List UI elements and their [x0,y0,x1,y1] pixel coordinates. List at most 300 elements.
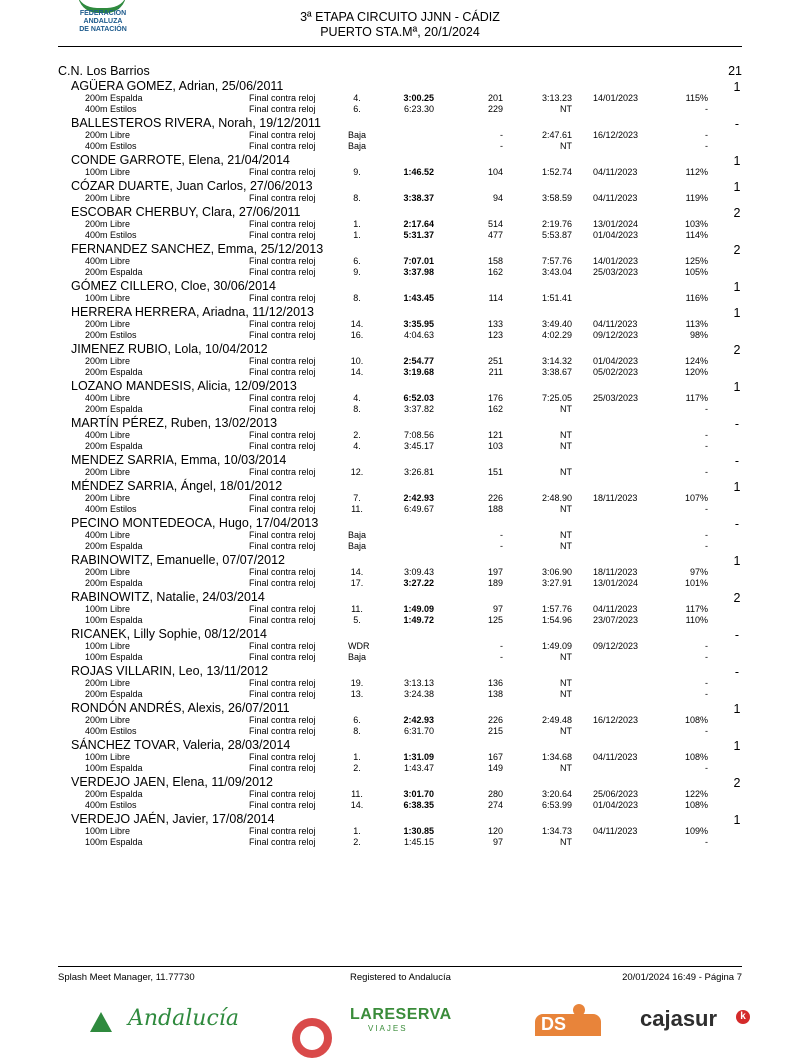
result-place: 6. [353,715,361,725]
result-row [0,837,800,848]
athlete-name: JIMENEZ RUBIO, Lola, 10/04/2012 [71,342,268,356]
result-points: 251 [487,356,503,366]
result-points: 201 [487,93,503,103]
meet-location-date: PUERTO STA.Mª, 20/1/2024 [320,25,480,39]
result-round: Final contra reloj [249,504,316,514]
result-percentage: 124% [684,356,708,366]
result-place: 1. [353,219,361,229]
result-points: 149 [487,763,503,773]
result-event: 200m Libre [85,130,131,140]
result-percentage: 120% [684,367,708,377]
athlete-result-count: - [734,417,740,431]
result-percentage: - [705,104,708,114]
result-place: 11. [351,504,363,514]
result-event: 200m Espalda [85,367,143,377]
result-points: 176 [487,393,503,403]
result-row [0,578,800,589]
result-time: 1:49.72 [403,615,434,625]
result-event: 200m Libre [85,567,131,577]
result-time: 3:37.82 [403,404,434,414]
result-entry-time: NT [560,441,572,451]
footer-software: Splash Meet Manager, 11.77730 [58,972,195,983]
result-points: - [500,652,503,662]
result-percentage: 122% [684,789,708,799]
result-place: 14. [350,319,364,329]
result-time: 6:23.30 [403,104,434,114]
athlete-result-count: 1 [733,702,741,716]
result-row [0,219,800,230]
athlete-result-count: - [734,628,740,642]
result-points: 197 [487,567,503,577]
result-entry-time: 1:57.76 [541,604,572,614]
result-entry-date: 04/11/2023 [593,604,638,614]
result-round: Final contra reloj [249,141,316,151]
result-round: Final contra reloj [249,293,316,303]
result-percentage: - [705,641,708,651]
result-round: Final contra reloj [249,219,316,229]
result-entry-time: 3:38.67 [541,367,572,377]
result-place: 2. [353,763,361,773]
header-divider [58,46,742,47]
result-event: 200m Libre [85,678,131,688]
result-entry-time: 3:43.04 [541,267,572,277]
result-entry-date: 18/11/2023 [593,567,638,577]
athlete-row [0,700,800,715]
result-entry-date: 13/01/2024 [593,219,639,229]
result-time: 3:13.13 [403,678,434,688]
result-entry-time: NT [560,104,572,114]
athlete-row [0,774,800,789]
result-time: 6:49.67 [403,504,434,514]
result-entry-time: NT [560,726,572,736]
result-percentage: - [705,141,708,151]
result-event: 100m Libre [85,293,131,303]
athlete-result-count: 2 [733,591,741,605]
result-percentage: 98% [689,330,708,340]
result-event: 200m Libre [85,319,131,329]
result-place: 11. [351,789,363,799]
athlete-name: CONDE GARROTE, Elena, 21/04/2014 [71,153,290,167]
result-row [0,763,800,774]
result-entry-date: 01/04/2023 [593,356,639,366]
result-entry-time: NT [560,541,572,551]
athlete-result-count: 1 [733,813,741,827]
result-place: 8. [353,404,361,414]
result-percentage: 107% [684,493,708,503]
result-points: - [500,130,503,140]
result-entry-date: 25/03/2023 [593,267,639,277]
footer-divider [58,966,742,967]
result-entry-time: NT [560,504,572,514]
result-place: 14. [350,367,364,377]
result-time: 1:43.45 [403,293,434,303]
result-event: 100m Libre [85,641,131,651]
result-entry-time: 7:25.05 [541,393,572,403]
result-time: 2:17.64 [403,219,434,229]
result-round: Final contra reloj [249,319,316,329]
result-place: 13. [350,689,364,699]
result-event: 400m Libre [85,256,131,266]
cajasur-k-badge: k [736,1010,750,1024]
result-round: Final contra reloj [249,356,316,366]
result-entry-date: 04/11/2023 [593,167,638,177]
athlete-result-count: 1 [733,280,741,294]
andalucia-logo [90,1004,239,1032]
athlete-row [0,663,800,678]
result-place: 9. [353,167,361,177]
result-points: 274 [487,800,503,810]
athlete-row [0,737,800,752]
result-entry-time: 3:49.40 [541,319,572,329]
lareserva-wordmark: LARESERVA [350,1006,452,1023]
result-points: 158 [487,256,503,266]
result-percentage: - [705,130,708,140]
result-entry-date: 01/04/2023 [593,230,639,240]
result-points: 103 [487,441,503,451]
result-time: 4:04.63 [403,330,434,340]
result-time: 3:45.17 [403,441,434,451]
ring-icon [292,1018,332,1058]
result-entry-time: NT [560,467,572,477]
result-row [0,141,800,152]
result-entry-time: 2:49.48 [541,715,572,725]
result-percentage: 114% [685,230,708,240]
athlete-row [0,115,800,130]
result-entry-date: 14/01/2023 [593,256,639,266]
result-event: 200m Libre [85,219,131,229]
cajasur-logo [640,1004,750,1032]
result-event: 200m Espalda [85,789,143,799]
club-count: 21 [728,64,742,78]
result-place: Baja [348,130,367,140]
athlete-row [0,478,800,493]
athlete-row [0,278,800,293]
athlete-name: MARTÍN PÉREZ, Ruben, 13/02/2013 [71,416,278,430]
result-place: 1. [353,826,361,836]
result-entry-time: 4:02.29 [541,330,572,340]
result-time: 6:52.03 [403,393,434,403]
result-round: Final contra reloj [249,678,316,688]
result-round: Final contra reloj [249,615,316,625]
result-percentage: - [705,441,708,451]
result-row [0,652,800,663]
ds-wordmark: DS [541,1014,567,1034]
athlete-result-count: 1 [733,180,741,194]
athlete-list [0,78,800,848]
result-entry-time: 3:06.90 [541,567,572,577]
result-points: 477 [487,230,503,240]
result-round: Final contra reloj [249,467,316,477]
result-points: 189 [487,578,503,588]
result-entry-time: 2:19.76 [541,219,572,229]
result-place: 14. [350,567,364,577]
result-row [0,393,800,404]
athlete-row [0,152,800,167]
result-entry-date: 09/12/2023 [593,641,639,651]
result-points: 514 [487,219,503,229]
result-event: 100m Libre [85,167,131,177]
athlete-name: VERDEJO JAÉN, Javier, 17/08/2014 [71,812,275,826]
result-time: 7:07.01 [403,256,434,266]
result-time: 2:42.93 [403,715,434,725]
result-round: Final contra reloj [249,493,316,503]
logo-line-2: ANDALUZA [83,18,123,25]
result-place: Baja [348,541,367,551]
athlete-name: BALLESTEROS RIVERA, Norah, 19/12/2011 [71,116,321,130]
result-event: 200m Estilos [85,330,137,340]
athlete-name: AGÜERA GOMEZ, Adrian, 25/06/2011 [71,79,284,93]
result-percentage: 116% [685,293,708,303]
result-percentage: - [705,404,708,414]
result-event: 200m Libre [85,356,131,366]
athlete-result-count: - [734,665,740,679]
result-points: 97 [492,837,503,847]
result-entry-time: 3:20.64 [541,789,572,799]
athlete-row [0,304,800,319]
result-round: Final contra reloj [249,726,316,736]
result-time: 1:49.09 [403,604,434,614]
result-row [0,230,800,241]
result-row [0,404,800,415]
cajasur-wordmark: cajasur [640,1006,718,1031]
athlete-name: FERNANDEZ SANCHEZ, Emma, 25/12/2013 [71,242,324,256]
athlete-result-count: 1 [733,480,741,494]
result-percentage: - [705,530,708,540]
result-event: 400m Estilos [85,726,137,736]
result-round: Final contra reloj [249,230,316,240]
result-points: 94 [492,193,503,203]
result-entry-date: 04/11/2023 [593,752,638,762]
result-time: 3:01.70 [403,789,434,799]
result-entry-date: 05/02/2023 [593,367,639,377]
footer-page-info: 20/01/2024 16:49 - Página 7 [622,972,742,983]
result-event: 100m Espalda [85,652,143,662]
result-event: 400m Libre [85,430,131,440]
result-points: 188 [487,504,503,514]
result-percentage: 105% [684,267,708,277]
athlete-result-count: - [734,117,740,131]
result-percentage: 113% [685,319,708,329]
result-percentage: 119% [685,193,708,203]
athlete-row [0,589,800,604]
result-round: Final contra reloj [249,430,316,440]
result-event: 400m Estilos [85,230,137,240]
result-place: Baja [348,141,367,151]
result-percentage: 108% [684,715,708,725]
result-event: 200m Libre [85,493,131,503]
result-event: 400m Estilos [85,504,137,514]
result-points: 133 [487,319,503,329]
result-event: 200m Libre [85,193,131,203]
result-percentage: 108% [684,800,708,810]
result-points: 226 [487,715,503,725]
result-entry-date: 25/06/2023 [593,789,639,799]
result-entry-time: 1:54.96 [541,615,572,625]
athlete-name: PECINO MONTEDEOCA, Hugo, 17/04/2013 [71,516,319,530]
result-round: Final contra reloj [249,393,316,403]
result-points: 104 [487,167,503,177]
result-entry-time: NT [560,763,572,773]
result-event: 400m Estilos [85,141,137,151]
athlete-row [0,78,800,93]
athlete-row [0,452,800,467]
result-row [0,193,800,204]
result-entry-time: NT [560,689,572,699]
result-entry-time: 1:51.41 [541,293,572,303]
result-points: 215 [487,726,503,736]
result-row [0,715,800,726]
result-row [0,167,800,178]
result-time: 5:31.37 [403,230,434,240]
result-points: 162 [487,404,503,414]
result-row [0,319,800,330]
result-percentage: - [705,689,708,699]
result-entry-time: 6:53.99 [541,800,572,810]
result-place: 10. [350,356,364,366]
athlete-name: MENDEZ SARRIA, Emma, 10/03/2014 [71,453,287,467]
result-points: 226 [487,493,503,503]
athlete-row [0,341,800,356]
result-place: 2. [353,837,361,847]
result-percentage: 125% [684,256,708,266]
result-row [0,800,800,811]
athlete-name: MÉNDEZ SARRIA, Ángel, 18/01/2012 [71,479,283,493]
result-row [0,641,800,652]
result-event: 400m Estilos [85,104,137,114]
result-row [0,826,800,837]
result-time: 3:37.98 [403,267,434,277]
result-percentage: 108% [684,752,708,762]
result-event: 200m Espalda [85,541,143,551]
athlete-row [0,811,800,826]
result-row [0,367,800,378]
athlete-name: ROJAS VILLARIN, Leo, 13/11/2012 [71,664,269,678]
result-entry-date: 04/11/2023 [593,319,638,329]
result-entry-date: 13/01/2024 [593,578,639,588]
result-points: 162 [487,267,503,277]
athlete-result-count: 2 [733,343,741,357]
athlete-result-count: 2 [733,243,741,257]
result-round: Final contra reloj [249,530,316,540]
result-place: 14. [350,800,364,810]
result-entry-time: 2:48.90 [541,493,572,503]
result-percentage: 110% [685,615,708,625]
result-round: Final contra reloj [249,104,316,114]
result-points: - [500,541,503,551]
athlete-row [0,378,800,393]
result-event: 200m Espalda [85,267,143,277]
result-entry-time: 3:14.32 [541,356,572,366]
result-round: Final contra reloj [249,193,316,203]
result-round: Final contra reloj [249,578,316,588]
athlete-row [0,415,800,430]
result-points: - [500,141,503,151]
result-row [0,467,800,478]
result-row [0,726,800,737]
result-percentage: - [705,430,708,440]
athlete-result-count: 1 [733,554,741,568]
result-time: 3:19.68 [403,367,434,377]
result-round: Final contra reloj [249,267,316,277]
result-percentage: 117% [685,393,708,403]
result-points: 229 [487,104,503,114]
result-row [0,104,800,115]
result-place: WDR [348,641,370,651]
athlete-name: SÁNCHEZ TOVAR, Valeria, 28/03/2014 [71,738,291,752]
result-entry-time: 1:34.68 [541,752,572,762]
result-entry-time: 1:52.74 [541,167,572,177]
result-row [0,530,800,541]
result-time: 1:45.15 [403,837,434,847]
result-place: 1. [353,752,361,762]
athlete-row [0,552,800,567]
result-round: Final contra reloj [249,441,316,451]
result-points: 136 [487,678,503,688]
result-time: 3:35.95 [403,319,434,329]
result-points: 138 [487,689,503,699]
result-percentage: - [705,678,708,688]
result-points: 167 [487,752,503,762]
result-place: Baja [348,530,367,540]
athlete-row [0,204,800,219]
result-place: 8. [353,193,361,203]
result-entry-date: 18/11/2023 [593,493,638,503]
result-event: 100m Espalda [85,763,143,773]
sponsor-bar [0,1004,800,1032]
athlete-name: LOZANO MANDESIS, Alicia, 12/09/2013 [71,379,297,393]
athlete-name: RABINOWITZ, Emanuelle, 07/07/2012 [71,553,285,567]
result-points: 125 [487,615,503,625]
result-time: 2:54.77 [403,356,434,366]
result-time: 3:00.25 [403,93,434,103]
result-place: 4. [353,93,361,103]
result-entry-time: 3:58.59 [541,193,572,203]
result-row [0,689,800,700]
result-place: 8. [353,726,361,736]
result-event: 100m Espalda [85,615,143,625]
result-percentage: - [705,763,708,773]
result-row [0,678,800,689]
result-entry-time: NT [560,430,572,440]
result-time: 3:27.22 [403,578,434,588]
result-row [0,604,800,615]
result-entry-time: NT [560,678,572,688]
result-percentage: - [705,652,708,662]
result-time: 1:43.47 [403,763,434,773]
result-place: 8. [353,293,361,303]
result-points: 114 [488,293,503,303]
result-round: Final contra reloj [249,604,316,614]
result-entry-date: 25/03/2023 [593,393,639,403]
result-entry-date: 14/01/2023 [593,93,639,103]
result-row [0,541,800,552]
athlete-name: VERDEJO JAEN, Elena, 11/09/2012 [71,775,273,789]
result-row [0,293,800,304]
result-entry-date: 16/12/2023 [593,715,639,725]
result-entry-date: 04/11/2023 [593,826,638,836]
result-row [0,752,800,763]
result-round: Final contra reloj [249,715,316,725]
lareserva-sub: VIAJES [368,1024,408,1033]
result-time: 3:26.81 [403,467,434,477]
result-row [0,256,800,267]
triangle-icon [90,1012,112,1032]
result-entry-date: 09/12/2023 [593,330,639,340]
result-entry-time: 5:53.87 [541,230,572,240]
result-percentage: - [705,504,708,514]
athlete-result-count: 1 [733,380,741,394]
result-place: 16. [350,330,364,340]
